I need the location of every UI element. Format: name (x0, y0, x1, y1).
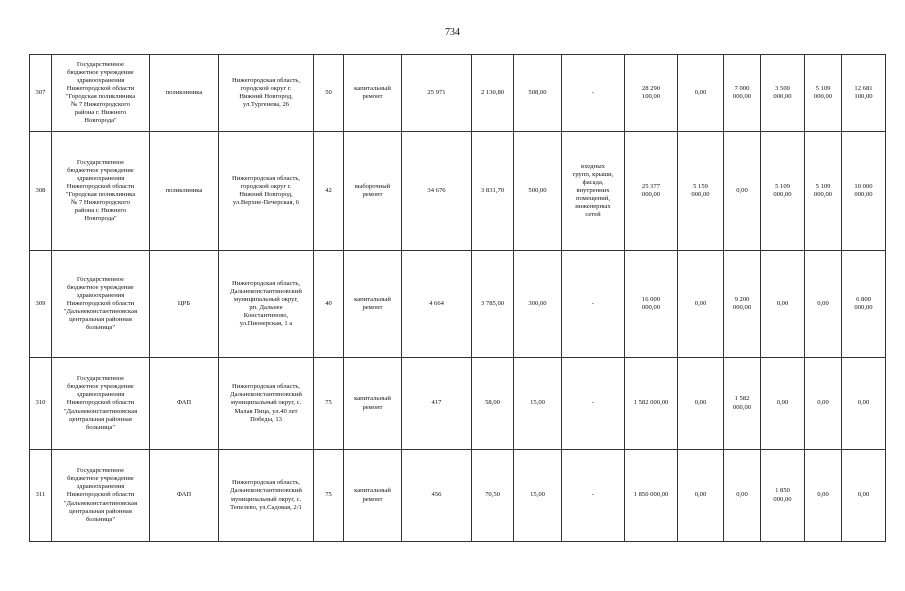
funding-1-cell: 5 159 000,00 (678, 132, 724, 251)
value-2-cell: 508,00 (514, 55, 562, 132)
total-amount-cell: 1 582 000,00 (625, 358, 678, 450)
funding-5-cell: 12 681 100,00 (842, 55, 886, 132)
funding-1-cell: 0,00 (678, 55, 724, 132)
value-area-cell: 4 664 (402, 251, 472, 358)
value-years-cell: 42 (314, 132, 344, 251)
value-area-cell: 417 (402, 358, 472, 450)
funding-3-cell: 5 109 000,00 (761, 132, 805, 251)
work-type-cell: капитальный ремонт (344, 55, 402, 132)
funding-2-cell: 0,00 (724, 132, 761, 251)
institution-name-cell: Государственное бюджетное учреждение здравоохранения Нижегородской области "Дальнеконстантиновская центральная районная больница" (52, 358, 150, 450)
table-row (30, 251, 886, 358)
value-2-cell: 300,00 (514, 251, 562, 358)
table-row (30, 450, 886, 542)
address-cell: Нижегородская область, Дальнеконстантиновский муниципальный округ, с. Малая Пица, ул.40 лет Победы, 13 (219, 358, 314, 450)
institution-name-cell: Государственное бюджетное учреждение здравоохранения Нижегородской области "Дальнеконстантиновская центральная районная больница" (52, 251, 150, 358)
total-amount-cell: 1 850 000,00 (625, 450, 678, 542)
facility-type-cell: поликлиника (150, 55, 219, 132)
funding-5-cell: 0,00 (842, 358, 886, 450)
row-number-cell: 310 (30, 358, 52, 450)
row-number-cell: 307 (30, 55, 52, 132)
work-type-cell: капитальный ремонт (344, 358, 402, 450)
funding-4-cell: 5 109 000,00 (805, 132, 842, 251)
institution-name-cell: Государственное бюджетное учреждение здравоохранения Нижегородской области "Дальнеконстантиновская центральная районная больница" (52, 450, 150, 542)
funding-4-cell: 0,00 (805, 450, 842, 542)
institution-name-cell: Государственное бюджетное учреждение здравоохранения Нижегородской области "Городская поликлиника № 7 Нижегородского района г. Нижнего Новгорода" (52, 55, 150, 132)
funding-5-cell: 6 800 000,00 (842, 251, 886, 358)
funding-2-cell: 7 000 000,00 (724, 55, 761, 132)
value-1-cell: 2 130,80 (472, 55, 514, 132)
facility-type-cell: поликлиника (150, 132, 219, 251)
total-amount-cell: 16 000 000,00 (625, 251, 678, 358)
value-1-cell: 3 831,70 (472, 132, 514, 251)
work-type-cell: капитальный ремонт (344, 251, 402, 358)
row-number-cell: 309 (30, 251, 52, 358)
work-type-cell: выборочный ремонт (344, 132, 402, 251)
address-cell: Нижегородская область, городской округ г. Нижний Новгород, ул.Тургенева, 26 (219, 55, 314, 132)
funding-2-cell: 0,00 (724, 450, 761, 542)
funding-3-cell: 3 500 000,00 (761, 55, 805, 132)
work-scope-cell: - (562, 55, 625, 132)
work-scope-cell: - (562, 251, 625, 358)
funding-1-cell: 0,00 (678, 251, 724, 358)
work-scope-cell: - (562, 450, 625, 542)
facility-type-cell: ФАП (150, 358, 219, 450)
facility-type-cell: ЦРБ (150, 251, 219, 358)
funding-2-cell: 9 200 000,00 (724, 251, 761, 358)
value-2-cell: 500,00 (514, 132, 562, 251)
page-number: 734 (445, 27, 460, 38)
value-1-cell: 58,00 (472, 358, 514, 450)
funding-1-cell: 0,00 (678, 358, 724, 450)
total-amount-cell: 28 290 100,00 (625, 55, 678, 132)
address-cell: Нижегородская область, Дальнеконстантиновский муниципальный округ, с. Тепелево, ул.Садовая, 2/1 (219, 450, 314, 542)
work-type-cell: капитальный ремонт (344, 450, 402, 542)
work-scope-cell: - (562, 358, 625, 450)
value-years-cell: 50 (314, 55, 344, 132)
funding-3-cell: 0,00 (761, 358, 805, 450)
institution-name-cell: Государственное бюджетное учреждение здравоохранения Нижегородской области "Городская поликлиника № 7 Нижегородского района г. Нижнего Новгорода" (52, 132, 150, 251)
value-area-cell: 25 971 (402, 55, 472, 132)
value-2-cell: 15,00 (514, 358, 562, 450)
table-row (30, 132, 886, 251)
funding-3-cell: 1 850 000,00 (761, 450, 805, 542)
funding-4-cell: 0,00 (805, 358, 842, 450)
funding-5-cell: 0,00 (842, 450, 886, 542)
funding-2-cell: 1 582 000,00 (724, 358, 761, 450)
funding-4-cell: 0,00 (805, 251, 842, 358)
table-row (30, 358, 886, 450)
value-years-cell: 40 (314, 251, 344, 358)
address-cell: Нижегородская область, городской округ г. Нижний Новгород, ул.Верхне-Печерская, 6 (219, 132, 314, 251)
row-number-cell: 311 (30, 450, 52, 542)
registry-table (29, 54, 886, 542)
facility-type-cell: ФАП (150, 450, 219, 542)
value-1-cell: 3 785,00 (472, 251, 514, 358)
table-row (30, 55, 886, 132)
value-2-cell: 15,00 (514, 450, 562, 542)
funding-4-cell: 5 109 000,00 (805, 55, 842, 132)
value-area-cell: 456 (402, 450, 472, 542)
funding-5-cell: 10 000 000,00 (842, 132, 886, 251)
row-number-cell: 308 (30, 132, 52, 251)
funding-3-cell: 0,00 (761, 251, 805, 358)
funding-1-cell: 0,00 (678, 450, 724, 542)
address-cell: Нижегородская область, Дальнеконстантиновский муниципальный округ, рп. Дальнее Константиново, ул.Пионерская, 1 а (219, 251, 314, 358)
total-amount-cell: 25 377 000,00 (625, 132, 678, 251)
value-years-cell: 75 (314, 358, 344, 450)
value-area-cell: 34 676 (402, 132, 472, 251)
work-scope-cell: входных групп, крыши, фасада, внутренних помещений, инженерных сетей (562, 132, 625, 251)
value-1-cell: 70,50 (472, 450, 514, 542)
value-years-cell: 75 (314, 450, 344, 542)
